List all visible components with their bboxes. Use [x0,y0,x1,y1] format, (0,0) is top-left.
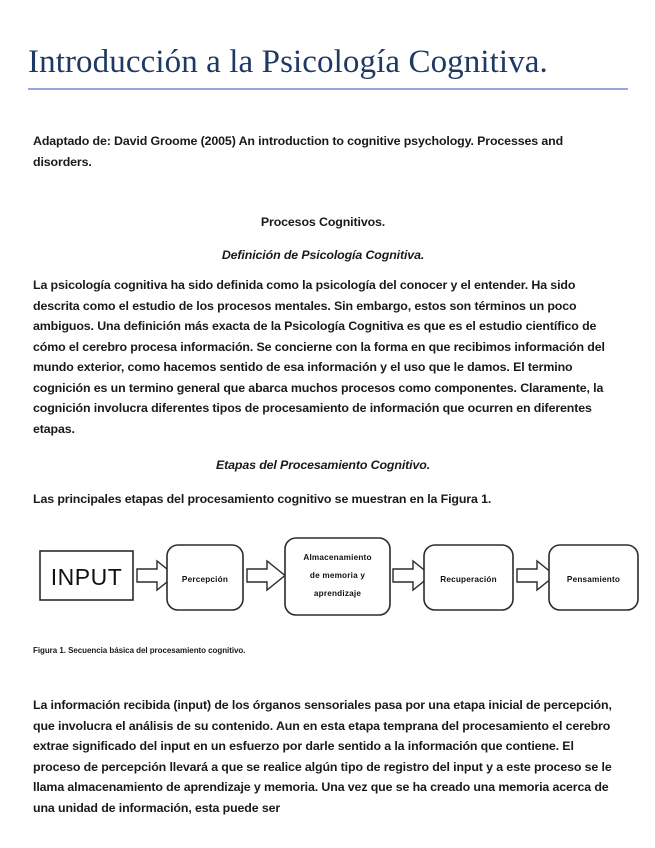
flow-node-pensamiento [549,545,638,610]
title-divider [28,88,628,90]
flow-node-percepcion-label: Percepción [181,575,229,584]
flow-node-memoria-label-line-2: de memoria y [309,571,366,580]
body-paragraph-2: Las principales etapas del procesamiento cognitivo se muestran en la Figura 1. [33,492,492,506]
figure-cognitive-flow [0,525,655,630]
body-paragraph-1: La psicología cognitiva ha sido definida como la psicología del conocer y el entender. Ha sido descrita como el estudio de los procesos mentales. Sin embargo, estos son términos un poco ambiguos. Una definición más exacta de la Psicología Cognitiva es que es el estudio científico de cómo el cerebro procesa información. Se concierne con la forma en que recibimos información del mundo exterior, como hacemos sentido de esa información y el uso que le damos. El termino cognición es un termino general que abarca muchos procesos como componentes. Claramente, la cognición involucra diferentes tipos de procesamiento de información que ocurren en diferentes etapas. [33,278,605,436]
page-title: Introducción a la Psicología Cognitiva. [28,44,548,80]
flow-node-recuperacion [424,545,513,610]
flow-node-recuperacion-label: Recuperación [440,575,497,584]
figure-caption: Figura 1. Secuencia básica del procesamiento cognitivo. [33,646,246,655]
flow-node-pensamiento-label: Pensamiento [566,575,621,584]
subheading-etapas: Etapas del Procesamiento Cognitivo. [215,458,431,472]
flow-diagram-svg [0,525,655,630]
flow-node-percepcion [167,545,243,610]
flow-node-memoria-label-line-1: Almacenamiento [303,553,372,562]
source-note: Adaptado de: David Groome (2005) An introduction to cognitive psychology. Processes and disorders. [33,134,564,169]
flow-node-memoria-label-line-3: aprendizaje [313,589,362,598]
body-paragraph-3: La información recibida (input) de los órganos sensoriales pasa por una etapa inicial de percepción, que involucra el análisis de su contenido. Aun en esta etapa temprana del procesamiento el cerebro extrae significado del input en un esfuerzo por darle sentido a la información que contiene. El proceso de percepción llevará a que se realice algún tipo de registro del input y a este proceso se le llama almacenamiento de aprendizaje y memoria. Una vez que se ha creado una memoria acerca de una unidad de información, esta puede ser [33,698,612,815]
subheading-definicion: Definición de Psicología Cognitiva. [221,248,425,262]
flow-node-input-label: INPUT [50,564,123,590]
section-heading-procesos-cognitivos: Procesos Cognitivos. [260,215,386,229]
flow-arrow-2 [247,561,285,590]
flow-node-memoria [285,538,390,615]
flow-node-input [40,551,133,600]
